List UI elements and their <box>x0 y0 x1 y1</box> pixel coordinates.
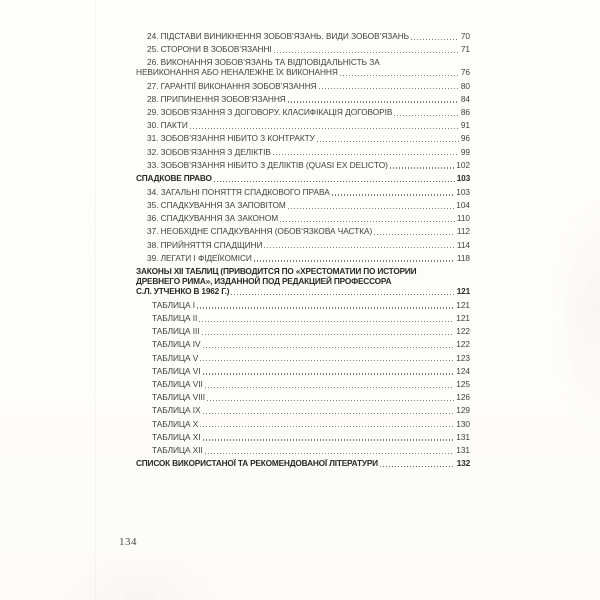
toc-entry-row <box>136 188 470 197</box>
toc-entry-page-number: 131 <box>456 444 470 455</box>
toc-entry-row <box>136 287 470 296</box>
toc-entry-line: 26. ВИКОНАННЯ ЗОБОВ’ЯЗАНЬ ТА ВІДПОВІДАЛЬНІСТЬ ЗА <box>147 57 380 68</box>
toc-entry-page-number: 129 <box>456 405 470 416</box>
toc-entry <box>136 327 470 336</box>
toc-entry-row <box>136 301 470 310</box>
toc-entry-row <box>136 45 470 54</box>
toc-entry <box>136 45 470 54</box>
toc-entry <box>136 161 470 170</box>
toc-entry-title: 24. ПІДСТАВИ ВИНИКНЕННЯ ЗОБОВ’ЯЗАНЬ. ВИДИ ЗОБОВ’ЯЗАНЬ <box>147 31 410 41</box>
toc-entry-page-number: 99 <box>460 146 470 157</box>
toc-entry-title: ТАБЛИЦА IV <box>152 339 201 350</box>
toc-entry-page-number: 104 <box>456 199 470 210</box>
toc-entry-row <box>136 354 470 363</box>
toc-entry <box>136 241 470 250</box>
toc-entry-title: 37. НЕОБХІДНЕ СПАДКУВАННЯ (ОБОВ’ЯЗКОВА ЧАСТКА) <box>147 226 373 237</box>
toc-entry-title: 25. СТОРОНИ В ЗОБОВ’ЯЗАННІ <box>147 44 272 55</box>
toc-entry-row <box>136 327 470 336</box>
toc-entry-title: 28. ПРИПИНЕННЯ ЗОБОВ’ЯЗАННЯ <box>147 93 286 104</box>
toc-entry-row <box>136 161 470 170</box>
dot-leader <box>200 426 454 427</box>
dot-leader <box>199 321 454 322</box>
toc-entry-title: ТАБЛИЦА XII <box>152 444 203 455</box>
toc-entry-title: 36. СПАДКУВАННЯ ЗА ЗАКОНОМ <box>147 213 279 224</box>
toc-entry-row <box>136 214 470 223</box>
dot-leader <box>317 141 459 142</box>
toc-entry-page-number: 121 <box>456 286 470 297</box>
dot-leader <box>203 347 455 348</box>
toc-entry-page-number: 130 <box>456 418 470 429</box>
toc-entry-row <box>136 32 470 41</box>
toc-entry-page-number: 96 <box>460 133 470 144</box>
toc-entry-title: ТАБЛИЦА XI <box>152 431 201 442</box>
toc-entry-page-number: 71 <box>460 44 470 55</box>
toc-entry-title: 34. ЗАГАЛЬНІ ПОНЯТТЯ СПАДКОВОГО ПРАВА <box>147 186 330 197</box>
toc-entry <box>136 393 470 402</box>
toc-entry <box>136 340 470 349</box>
toc-entry-title: НЕВИКОНАННЯ АБО НЕНАЛЕЖНЕ ЇХ ВИКОНАННЯ <box>136 67 338 78</box>
toc-entry <box>136 420 470 429</box>
toc-entry-row <box>136 340 470 349</box>
toc-entry <box>136 406 470 415</box>
scan-artifact-blotch <box>550 180 600 440</box>
toc-entry-title: 32. ЗОБОВ’ЯЗАННЯ З ДЕЛІКТІВ <box>147 146 271 157</box>
toc-entry <box>136 354 470 363</box>
toc-entry-page-number: 132 <box>456 458 470 469</box>
toc-entry-title: СПИСОК ВИКОРИСТАНОЇ ТА РЕКОМЕНДОВАНОЇ ЛІТЕРАТУРИ <box>136 458 378 469</box>
dot-leader <box>288 101 459 102</box>
toc-entry-page-number: 126 <box>456 392 470 403</box>
toc-entry-title: ТАБЛИЦА VI <box>152 365 201 376</box>
toc-entry-title: С.Л. УТЧЕНКО В 1962 Г.) <box>136 286 230 297</box>
toc-entry-page-number: 123 <box>456 352 470 363</box>
dot-leader <box>205 387 455 388</box>
toc-entry-title: СПАДКОВЕ ПРАВО <box>136 172 212 183</box>
dot-leader <box>197 307 454 308</box>
toc-entry-title: ТАБЛИЦА III <box>152 326 200 337</box>
toc-entry-line: ДРЕВНЕГО РИМА», ИЗДАННОЙ ПОД РЕДАКЦИЕЙ ПРОФЕССОРА <box>136 275 392 286</box>
toc-entry-row <box>136 68 470 77</box>
toc-entry <box>136 380 470 389</box>
toc-entry <box>136 121 470 130</box>
toc-entry-row <box>136 134 470 143</box>
toc-entry-title: 27. ГАРАНТІЇ ВИКОНАННЯ ЗОБОВ’ЯЗАННЯ <box>147 80 317 91</box>
toc-entry-title: ТАБЛИЦА IX <box>152 405 201 416</box>
toc-entry <box>136 108 470 117</box>
dot-leader <box>411 39 459 40</box>
folio-page-number: 134 <box>119 536 137 548</box>
toc-entry-row <box>136 393 470 402</box>
toc-entry-page-number: 91 <box>460 120 470 131</box>
dot-leader <box>390 167 454 168</box>
toc-entry <box>136 148 470 157</box>
toc-entry-row <box>136 241 470 250</box>
toc-entry-page-number: 103 <box>456 186 470 197</box>
toc-entry-row <box>136 433 470 442</box>
toc-entry-row <box>136 148 470 157</box>
toc-entry-line: ЗАКОНЫ XII ТАБЛИЦ (ПРИВОДИТСЯ ПО «ХРЕСТОМАТИИ ПО ИСТОРИИ <box>136 265 417 276</box>
toc-entry-row <box>136 82 470 91</box>
table-of-contents <box>136 32 470 473</box>
toc-entry-page-number: 118 <box>456 252 470 263</box>
toc-entry-page-number: 121 <box>456 313 470 324</box>
dot-leader <box>214 181 455 182</box>
toc-entry-row <box>136 201 470 210</box>
toc-entry-row <box>136 420 470 429</box>
toc-entry-page-number: 76 <box>460 67 470 78</box>
toc-entry <box>136 32 470 41</box>
toc-section-entry <box>136 459 470 468</box>
toc-entry-title: 31. ЗОБОВ’ЯЗАННЯ НІБИТО З КОНТРАКТУ <box>147 133 315 144</box>
dot-leader <box>205 453 455 454</box>
toc-entry-title: ТАБЛИЦА I <box>152 299 196 310</box>
toc-entry-page-number: 80 <box>460 80 470 91</box>
toc-entry-page-number: 124 <box>456 365 470 376</box>
toc-entry <box>136 95 470 104</box>
dot-leader <box>380 466 455 467</box>
toc-entry-row <box>136 314 470 323</box>
toc-entry-row <box>136 446 470 455</box>
dot-leader <box>374 234 455 235</box>
dot-leader <box>340 75 459 76</box>
dot-leader <box>288 208 455 209</box>
toc-entry <box>136 254 470 263</box>
toc-entry-page-number: 103 <box>456 172 470 183</box>
toc-entry <box>136 201 470 210</box>
toc-entry-title: ТАБЛИЦА VIII <box>152 392 206 403</box>
dot-leader <box>231 294 454 295</box>
dot-leader <box>207 400 454 401</box>
toc-entry-title: ТАБЛИЦА VII <box>152 379 203 389</box>
toc-entry-page-number: 114 <box>456 239 470 250</box>
toc-entry-title: 29. ЗОБОВ’ЯЗАННЯ З ДОГОВОРУ. КЛАСИФІКАЦІЯ ДОГОВОРІВ <box>147 107 393 118</box>
toc-section-entry <box>136 174 470 183</box>
toc-entry <box>136 188 470 197</box>
dot-leader <box>319 88 459 89</box>
toc-entry-row <box>136 459 470 468</box>
toc-entry <box>136 446 470 455</box>
toc-entry <box>136 58 470 77</box>
toc-entry <box>136 301 470 310</box>
dot-leader <box>202 334 455 335</box>
toc-entry <box>136 314 470 323</box>
toc-entry-row <box>136 108 470 117</box>
dot-leader <box>280 221 455 222</box>
toc-entry-title: ТАБЛИЦА X <box>152 418 199 429</box>
toc-entry-title: ТАБЛИЦА V <box>152 352 199 363</box>
dot-leader <box>190 128 459 129</box>
toc-entry-title: 33. ЗОБОВ’ЯЗАННЯ НІБИТО З ДЕЛІКТІВ (QUASI EX DELICTO) <box>147 159 388 170</box>
toc-entry <box>136 214 470 223</box>
toc-entry-title: 35. СПАДКУВАННЯ ЗА ЗАПОВІТОМ <box>147 199 286 210</box>
toc-entry-page-number: 84 <box>460 93 470 104</box>
toc-entry-title: ТАБЛИЦА II <box>152 313 198 324</box>
toc-entry-page-number: 122 <box>456 339 470 350</box>
toc-entry-row <box>136 121 470 130</box>
toc-entry-title: 39. ЛЕГАТИ І ФІДЕЇКОМІСИ <box>147 252 252 263</box>
toc-entry-page-number: 112 <box>456 226 470 237</box>
toc-entry-page-number: 121 <box>456 299 470 310</box>
toc-entry-row <box>136 174 470 183</box>
toc-entry <box>136 367 470 376</box>
toc-entry-title: 30. ПАКТИ <box>147 120 188 131</box>
dot-leader <box>332 194 455 195</box>
toc-entry <box>136 227 470 236</box>
toc-entry-row <box>136 380 470 389</box>
toc-entry-page-number: 86 <box>460 107 470 118</box>
toc-entry <box>136 82 470 91</box>
toc-entry-page-number: 102 <box>456 159 470 170</box>
toc-entry-row <box>136 95 470 104</box>
toc-entry-row <box>136 227 470 236</box>
toc-entry-page-number: 70 <box>460 31 470 41</box>
dot-leader <box>203 373 455 374</box>
dot-leader <box>203 439 455 440</box>
dot-leader <box>264 247 454 248</box>
dot-leader <box>200 360 454 361</box>
toc-entry-title: 38. ПРИЙНЯТТЯ СПАДЩИНИ <box>147 239 263 250</box>
dot-leader <box>273 154 459 155</box>
toc-entry-page-number: 110 <box>456 213 470 224</box>
scan-artifact-line <box>95 0 96 600</box>
toc-entry <box>136 134 470 143</box>
dot-leader <box>274 52 459 53</box>
dot-leader <box>394 115 459 116</box>
dot-leader <box>254 260 455 261</box>
dot-leader <box>203 413 455 414</box>
toc-entry-page-number: 131 <box>456 431 470 442</box>
toc-entry-row <box>136 367 470 376</box>
toc-entry <box>136 433 470 442</box>
toc-entry-row <box>136 254 470 263</box>
scan-artifact-blotch <box>60 550 220 600</box>
toc-entry-page-number: 122 <box>456 326 470 337</box>
toc-entry-page-number: 125 <box>456 379 470 389</box>
toc-entry-row <box>136 406 470 415</box>
toc-section-entry <box>136 267 470 296</box>
